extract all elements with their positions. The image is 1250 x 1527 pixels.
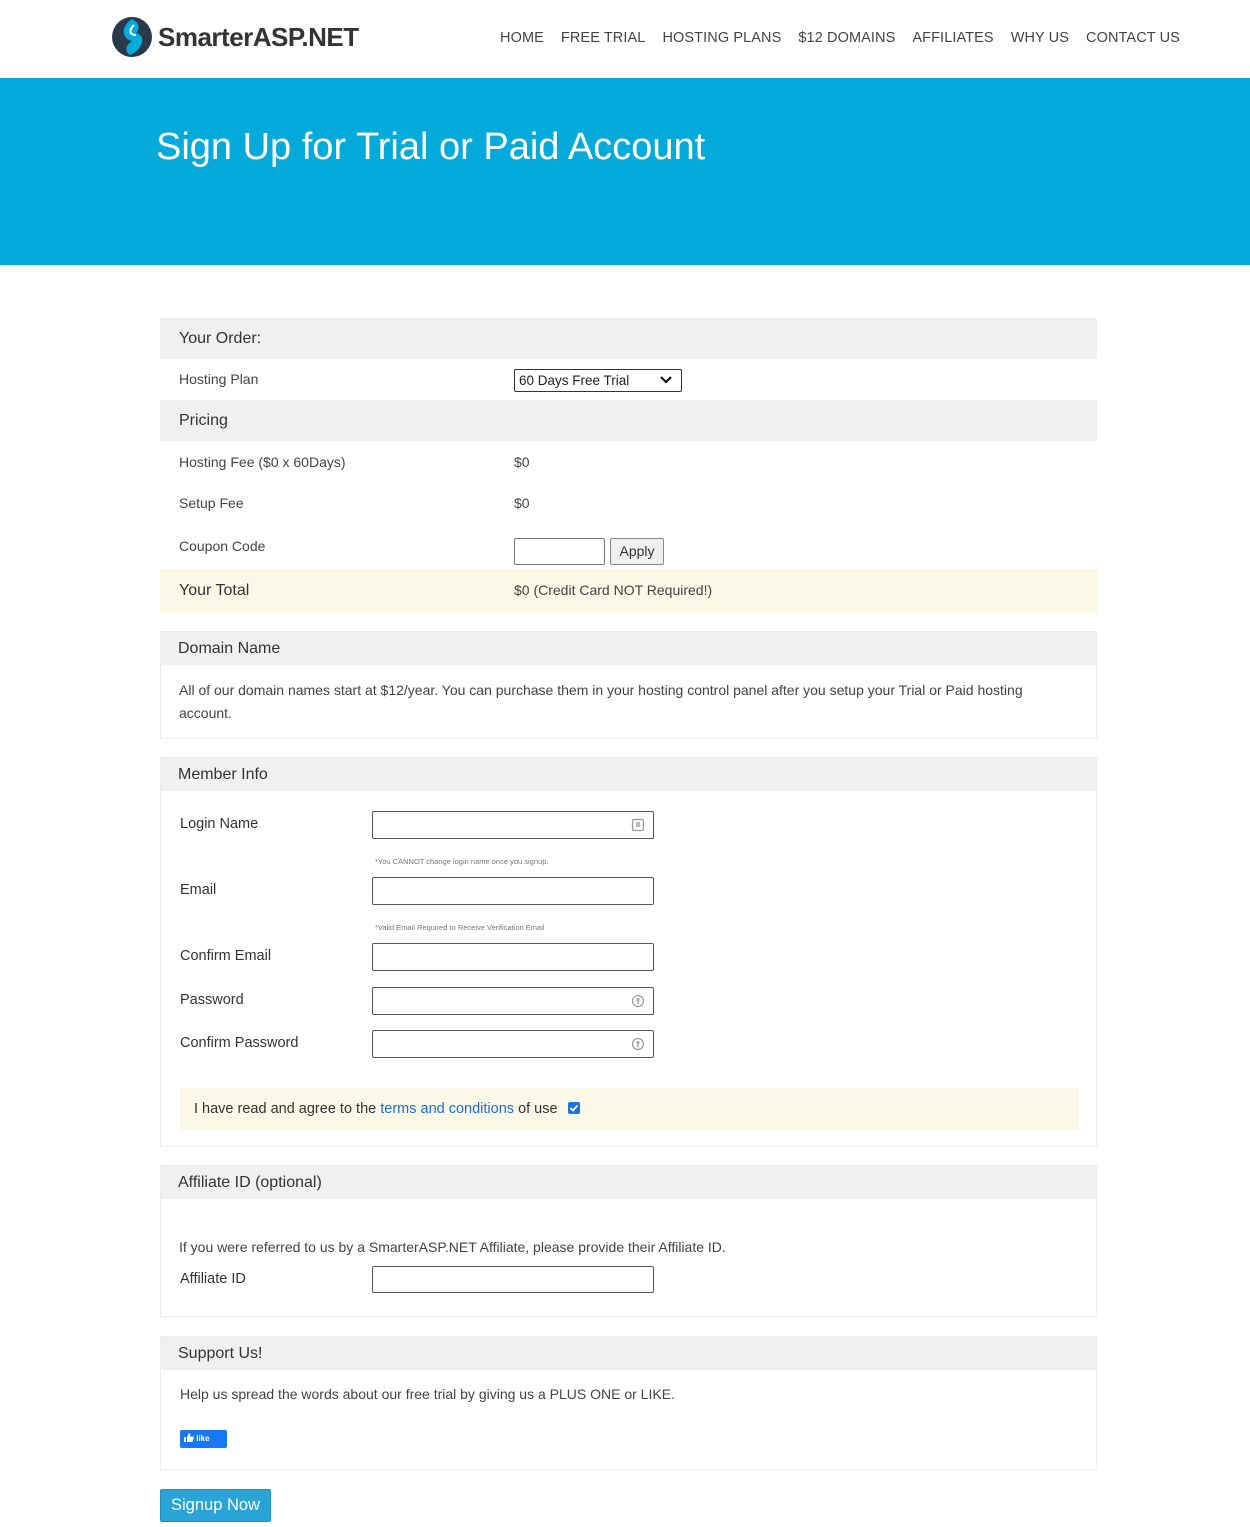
- thumbs-up-icon: [184, 1433, 194, 1442]
- total-label: Your Total: [179, 582, 250, 599]
- terms-link[interactable]: terms and conditions: [380, 1101, 515, 1117]
- hosting-plan-selected: 60 Days Free Trial: [519, 373, 630, 388]
- apply-coupon-button[interactable]: Apply: [610, 538, 664, 565]
- login-name-hint: *You CANNOT change login name once you signup.: [375, 857, 549, 866]
- password-input[interactable]: [372, 987, 654, 1015]
- setup-fee-row: [160, 482, 1097, 523]
- coupon-input[interactable]: [514, 538, 605, 565]
- pricing-heading: Pricing: [160, 400, 1097, 441]
- login-name-input[interactable]: [372, 811, 654, 839]
- autofill-card-icon: [631, 818, 645, 832]
- hosting-plan-select[interactable]: [514, 369, 682, 392]
- nav-free-trial[interactable]: FREE TRIAL: [560, 30, 646, 46]
- confirm-password-input[interactable]: [372, 1030, 654, 1058]
- facebook-like-button[interactable]: [180, 1430, 227, 1448]
- page-title: Sign Up for Trial or Paid Account: [156, 126, 706, 168]
- nav-home[interactable]: HOME: [500, 30, 544, 46]
- member-heading: Member Info: [161, 758, 1096, 791]
- top-navigation-bar: [0, 0, 1250, 78]
- key-icon: [631, 994, 645, 1008]
- member-panel: [160, 757, 1097, 1147]
- chevron-down-icon: [659, 373, 673, 387]
- domain-heading: Domain Name: [161, 632, 1096, 665]
- main-nav: [500, 30, 1197, 46]
- coupon-row: [160, 523, 1097, 570]
- hosting-plan-row: [160, 359, 1097, 400]
- domain-panel: [160, 631, 1097, 739]
- support-heading: Support Us!: [161, 1337, 1096, 1370]
- login-name-label: Login Name: [180, 816, 259, 832]
- order-heading: Your Order:: [160, 318, 1097, 359]
- affiliate-text: If you were referred to us by a SmarterASP.NET Affiliate, please provide their Affiliate ID.: [179, 1239, 726, 1255]
- hosting-fee-row: [160, 441, 1097, 482]
- affiliate-heading: Affiliate ID (optional): [161, 1166, 1096, 1199]
- support-panel: [160, 1336, 1097, 1470]
- checkmark-icon: [569, 1103, 579, 1113]
- logo-swirl-icon: [110, 15, 154, 59]
- nav-hosting-plans[interactable]: HOSTING PLANS: [662, 30, 782, 46]
- confirm-email-input[interactable]: [372, 943, 654, 971]
- hosting-plan-label: Hosting Plan: [179, 371, 259, 387]
- setup-fee-label: Setup Fee: [179, 495, 244, 511]
- agree-suffix: of use: [518, 1101, 558, 1117]
- brand-name: SmarterASP.NET: [158, 21, 359, 52]
- email-label: Email: [180, 882, 217, 898]
- agree-prefix: I have read and agree to the: [194, 1101, 377, 1117]
- terms-checkbox[interactable]: [568, 1102, 580, 1114]
- email-hint: *Valid Email Required to Receive Verification Email: [375, 923, 545, 932]
- terms-agreement: [180, 1088, 1079, 1130]
- total-row: [160, 569, 1097, 613]
- signup-now-button[interactable]: Signup Now: [160, 1489, 271, 1522]
- like-label: like: [196, 1434, 210, 1443]
- confirm-password-label: Confirm Password: [180, 1035, 299, 1051]
- hosting-fee-value: $0: [514, 454, 530, 470]
- brand-logo[interactable]: [110, 14, 359, 60]
- order-panel: [160, 318, 1097, 613]
- hosting-fee-label: Hosting Fee ($0 x 60Days): [179, 454, 346, 470]
- password-label: Password: [180, 992, 244, 1008]
- nav-affiliates[interactable]: AFFILIATES: [912, 30, 994, 46]
- nav-domains[interactable]: $12 DOMAINS: [798, 30, 896, 46]
- setup-fee-value: $0: [514, 495, 530, 511]
- domain-text: All of our domain names start at $12/year. You can purchase them in your hosting control panel after you setup your Trial or Paid hosting account.: [179, 682, 1023, 721]
- affiliate-id-input[interactable]: [372, 1266, 654, 1293]
- nav-contact-us[interactable]: CONTACT US: [1086, 30, 1180, 46]
- affiliate-id-label: Affiliate ID: [180, 1271, 246, 1287]
- key-icon: [631, 1037, 645, 1051]
- coupon-label: Coupon Code: [179, 538, 266, 554]
- confirm-email-label: Confirm Email: [180, 948, 272, 964]
- page-banner: [0, 78, 1250, 265]
- email-input[interactable]: [372, 877, 654, 905]
- nav-why-us[interactable]: WHY US: [1010, 30, 1070, 46]
- support-text: Help us spread the words about our free trial by giving us a PLUS ONE or LIKE.: [180, 1386, 675, 1402]
- affiliate-panel: [160, 1165, 1097, 1317]
- total-value: $0 (Credit Card NOT Required!): [514, 582, 713, 598]
